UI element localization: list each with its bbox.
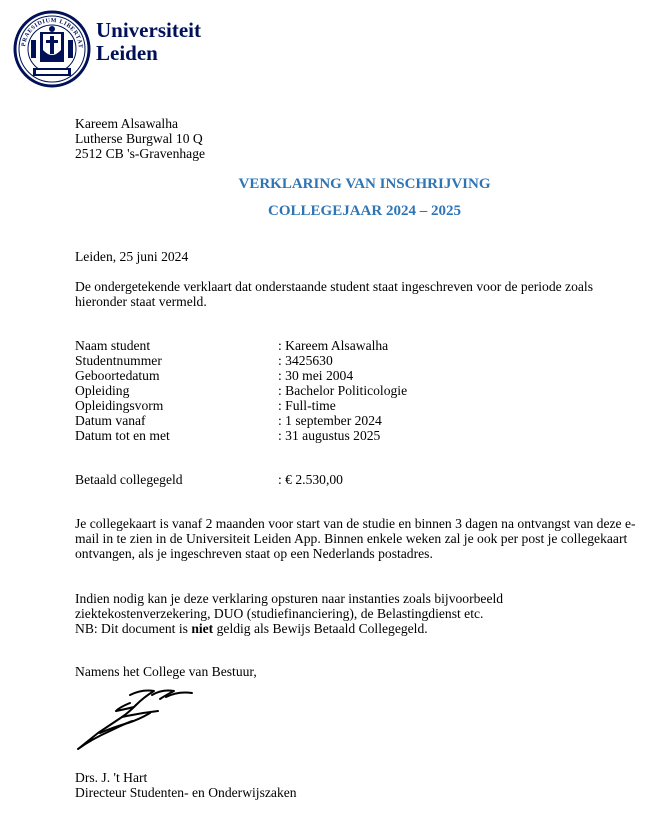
recipient-address: [75, 116, 205, 161]
student-card-paragraph: Je collegekaart is vanaf 2 maanden voor start van de studie en binnen 3 dagen na ontvangst van deze e-mail in te zien in de Universiteit Leiden App. Binnen enkele weken zal je ook per post je collegekaart ontvangen, als je ingeschreven staat op een Nederlands postadres.: [75, 516, 636, 561]
intro-paragraph: De ondergetekende verklaart dat onderstaande student staat ingeschreven voor de periode zoals hieronder staat vermeld.: [75, 279, 593, 309]
detail-value: : Bachelor Politicologie: [278, 383, 408, 398]
detail-value: : 1 september 2024: [278, 413, 382, 428]
detail-value: : Kareem Alsawalha: [278, 338, 389, 353]
recipient-name: Kareem Alsawalha: [75, 116, 179, 131]
detail-label: Datum tot en met: [75, 428, 170, 443]
forwarding-line1: Indien nodig kan je deze verklaring opsturen naar instanties zoals bijvoorbeeld: [75, 591, 504, 606]
signatory-name: Drs. J. 't Hart: [75, 770, 148, 785]
document-title: VERKLARING VAN INSCHRIJVING: [238, 176, 491, 192]
detail-row: [75, 383, 407, 398]
detail-value: : 30 mei 2004: [278, 368, 354, 383]
seal-motto: PRAESIDIUM LIBERTAT: [21, 17, 84, 49]
university-seal-logo: [13, 10, 91, 88]
forwarding-line2: ziektekostenverzekering, DUO (studiefinanciering), de Belastingdienst etc.: [75, 606, 484, 621]
fee-value: : € 2.530,00: [278, 472, 343, 487]
recipient-street: Lutherse Burgwal 10 Q: [75, 131, 203, 146]
nb-note: [75, 621, 637, 636]
place-date: Leiden, 25 juni 2024: [75, 249, 189, 264]
university-name-line2: Leiden: [96, 41, 158, 65]
detail-label: Opleidingsvorm: [75, 398, 164, 413]
detail-row: [75, 353, 333, 368]
detail-label: Studentnummer: [75, 353, 162, 368]
detail-value: : Full-time: [278, 398, 336, 413]
signatory-role: Directeur Studenten- en Onderwijszaken: [75, 785, 297, 800]
nb-emphasis: niet: [191, 621, 214, 636]
university-name-line1: Universiteit: [96, 18, 201, 42]
handwritten-signature: [70, 683, 200, 755]
detail-row: [75, 368, 353, 383]
detail-row: [75, 428, 380, 443]
document-subtitle: COLLEGEJAAR 2024 – 2025: [268, 203, 461, 219]
detail-label: Naam student: [75, 338, 151, 353]
detail-row: [75, 338, 388, 353]
forwarding-paragraph: [75, 591, 637, 636]
nb-text-before: NB: Dit document is: [75, 621, 192, 636]
university-wordmark: [96, 19, 201, 65]
closing-line: Namens het College van Bestuur,: [75, 664, 257, 679]
fee-label: Betaald collegegeld: [75, 472, 183, 487]
fee-row: [75, 472, 343, 487]
detail-value: : 31 augustus 2025: [278, 428, 381, 443]
detail-row: [75, 398, 336, 413]
detail-value: : 3425630: [278, 353, 333, 368]
detail-label: Geboortedatum: [75, 368, 160, 383]
recipient-city: 2512 CB 's-Gravenhage: [75, 146, 206, 161]
detail-label: Opleiding: [75, 383, 130, 398]
detail-label: Datum vanaf: [75, 413, 146, 428]
nb-text-after: geldig als Bewijs Betaald Collegegeld.: [213, 621, 428, 636]
detail-row: [75, 413, 382, 428]
